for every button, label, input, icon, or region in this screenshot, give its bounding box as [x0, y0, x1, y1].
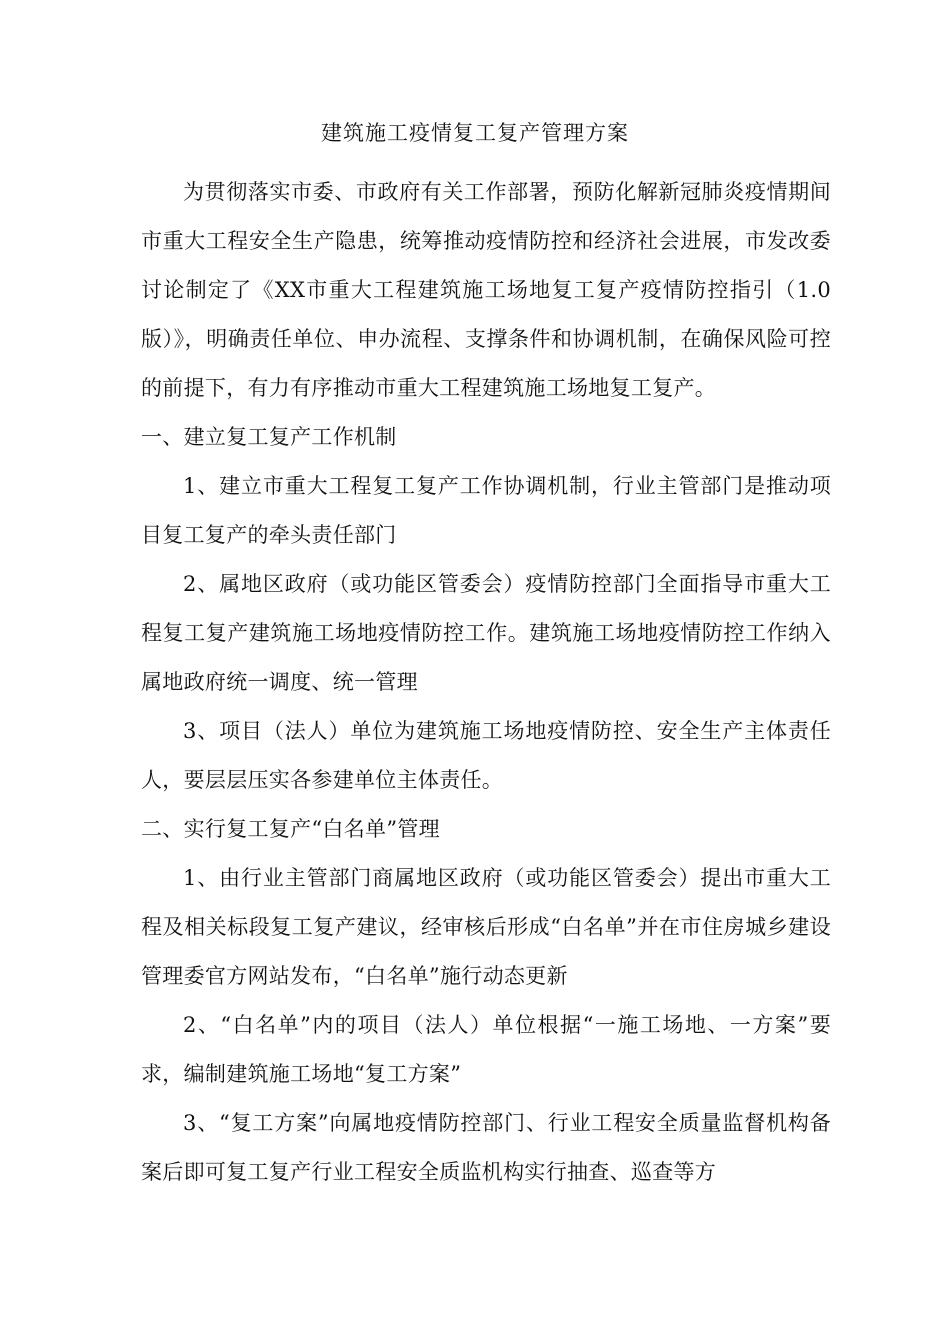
- intro-paragraph: 为贯彻落实市委、市政府有关工作部署，预防化解新冠肺炎疫情期间市重大工程安全生产隐患，统筹推动疫情防控和经济社会进展，市发改委讨论制定了《XX市重大工程建筑施工场地复工复产疫情防控指引（1.0版）》，明确责任单位、申办流程、支撑条件和协调机制，在确保风险可控的前提下，有力有序推动市重大工程建筑施工场地复工复产。: [141, 180, 831, 400]
- section-1-item-3: 3、项目（法人）单位为建筑施工场地疫情防控、安全生产主体责任人，要层层压实各参建单位主体责任。: [141, 719, 831, 792]
- section-heading-1: 一、建立复工复产工作机制: [141, 425, 397, 449]
- section-1-item-1: 1、建立市重大工程复工复产工作协调机制，行业主管部门是推动项目复工复产的牵头责任部门: [141, 474, 831, 547]
- section-heading-2: 二、实行复工复产“白名单”管理: [141, 817, 440, 841]
- section-2-item-1: 1、由行业主管部门商属地区政府（或功能区管委会）提出市重大工程及相关标段复工复产建议，经审核后形成“白名单”并在市住房城乡建设管理委官方网站发布，“白名单”施行动态更新: [141, 866, 831, 988]
- document-body: [141, 168, 831, 1197]
- document-title: 建筑施工疫情复工复产管理方案: [321, 121, 629, 145]
- section-2-item-2: 2、“白名单”内的项目（法人）单位根据“一施工场地、一方案”要求，编制建筑施工场地“复工方案”: [141, 1013, 831, 1086]
- section-1-item-2: 2、属地区政府（或功能区管委会）疫情防控部门全面指导市重大工程复工复产建筑施工场地疫情防控工作。建筑施工场地疫情防控工作纳入属地政府统一调度、统一管理: [141, 572, 831, 694]
- section-2-item-3: 3、“复工方案”向属地疫情防控部门、行业工程安全质量监督机构备案后即可复工复产行业工程安全质监机构实行抽查、巡查等方: [141, 1111, 831, 1184]
